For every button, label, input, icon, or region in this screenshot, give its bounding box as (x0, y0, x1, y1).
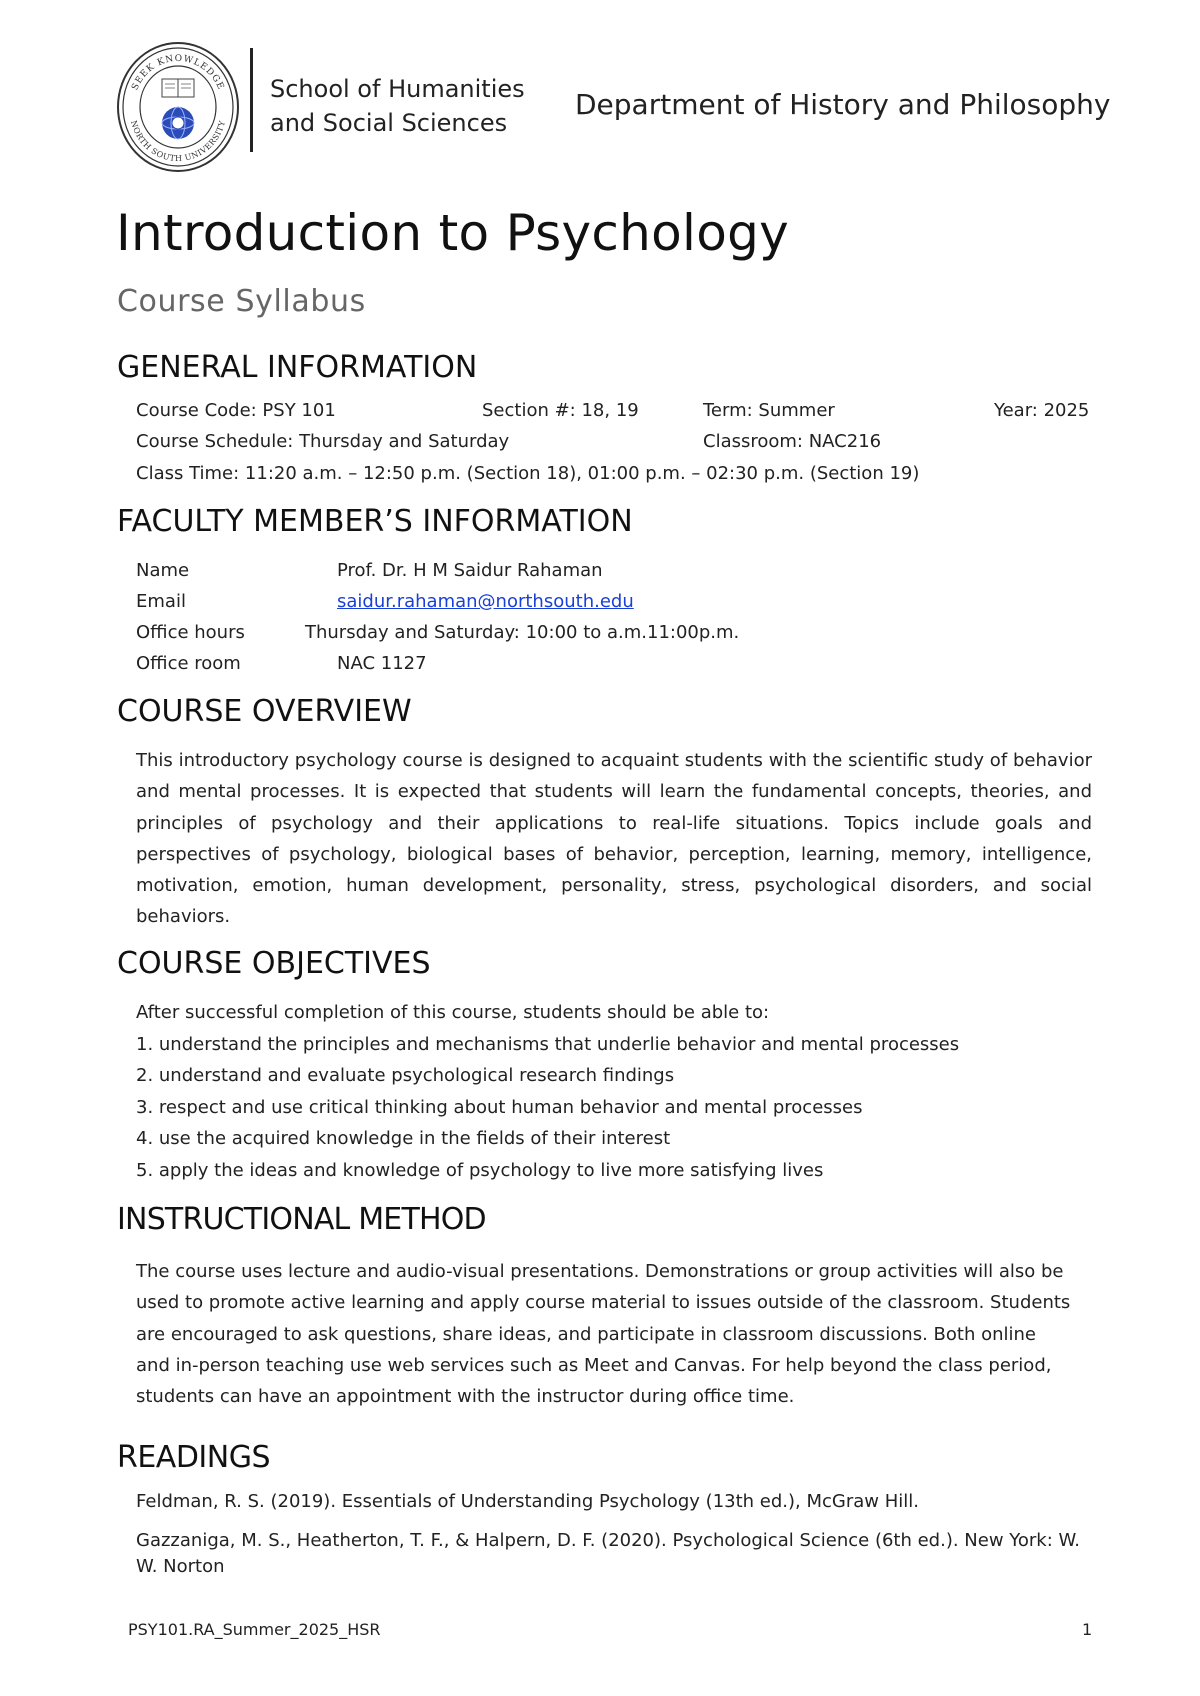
faculty-name-label: Name (136, 560, 190, 581)
course-overview-text: This introductory psychology course is designed to acquaint students with the scientific study of behavior and mental processes. It is expected that students will learn the fundamental concepts, theories, and principles of psychology and their applications to real-life situations. Topics include goals and perspectives of psychology, biological bases of behavior, perception, learning, memory, intelligence, motivation, emotion, human development, personality, stress, psychological disorders, and social behaviors. (136, 750, 1092, 928)
objectives-list (136, 1029, 959, 1186)
university-seal-icon (116, 41, 240, 174)
course-objectives-heading: COURSE OBJECTIVES (117, 946, 431, 981)
department-name: Department of History and Philosophy (575, 88, 1111, 121)
svg-text:SEEK KNOWLEDGE: SEEK KNOWLEDGE (130, 53, 226, 92)
objective-item: 3. respect and use critical thinking about human behavior and mental processes (136, 1096, 863, 1118)
office-room: NAC 1127 (337, 653, 427, 674)
reading-item: Gazzaniga, M. S., Heatherton, T. F., & Halpern, D. F. (2020). Psychological Science (6th ed.). New York: W. W. Norton (136, 1530, 1080, 1577)
office-hours-label: Office hours (136, 622, 245, 643)
office-hours: Thursday and Saturday: 10:00 to a.m.11:00p.m. (305, 622, 740, 643)
course-schedule: Course Schedule: Thursday and Saturday (136, 431, 510, 452)
school-name: School of Humanities and Social Sciences (270, 75, 525, 137)
classroom: Classroom: NAC216 (703, 431, 882, 452)
faculty-name: Prof. Dr. H M Saidur Rahaman (337, 560, 603, 581)
course-code: Course Code: PSY 101 (136, 400, 336, 421)
year: Year: 2025 (994, 400, 1090, 421)
reading-item: Feldman, R. S. (2019). Essentials of Understanding Psychology (13th ed.), McGraw Hill. (136, 1491, 919, 1512)
header-divider (250, 48, 253, 152)
course-overview-heading: COURSE OVERVIEW (117, 694, 412, 729)
footer-doc-id: PSY101.RA_Summer_2025_HSR (128, 1620, 381, 1639)
objective-item: 2. understand and evaluate psychological research findings (136, 1065, 675, 1087)
svg-text:NORTH SOUTH UNIVERSITY: NORTH SOUTH UNIVERSITY (128, 119, 227, 164)
term: Term: Summer (703, 400, 835, 421)
faculty-email-label: Email (136, 591, 186, 612)
page-subtitle: Course Syllabus (117, 284, 366, 319)
readings-heading: READINGS (117, 1440, 271, 1475)
office-room-label: Office room (136, 653, 241, 674)
objective-item: 4. use the acquired knowledge in the fields of their interest (136, 1128, 671, 1150)
instructional-method-text: The course uses lecture and audio-visual presentations. Demonstrations or group activities will also be used to promote active learning and apply course material to issues outside of the classroom. Students are encouraged to ask questions, share ideas, and participate in classroom discussions. Both online and in-person teaching use web services such as Meet and Canvas. For help beyond the class period, students can have an appointment with the instructor during office time. (136, 1261, 1071, 1408)
objective-item: 5. apply the ideas and knowledge of psychology to live more satisfying lives (136, 1159, 824, 1181)
page-title: Introduction to Psychology (116, 204, 790, 262)
objectives-intro: After successful completion of this course, students should be able to: (136, 1002, 770, 1023)
faculty-email-link[interactable]: saidur.rahaman@northsouth.edu (337, 591, 634, 612)
instructional-method-heading: INSTRUCTIONAL METHOD (117, 1202, 486, 1237)
page-number: 1 (1082, 1620, 1093, 1639)
class-time: Class Time: 11:20 a.m. – 12:50 p.m. (Section 18), 01:00 p.m. – 02:30 p.m. (Section 19) (136, 463, 920, 484)
faculty-information-heading: FACULTY MEMBER’S INFORMATION (117, 504, 633, 539)
objective-item: 1. understand the principles and mechanisms that underlie behavior and mental processes (136, 1034, 960, 1055)
general-information-heading: GENERAL INFORMATION (117, 350, 478, 385)
section-number: Section #: 18, 19 (482, 400, 639, 421)
